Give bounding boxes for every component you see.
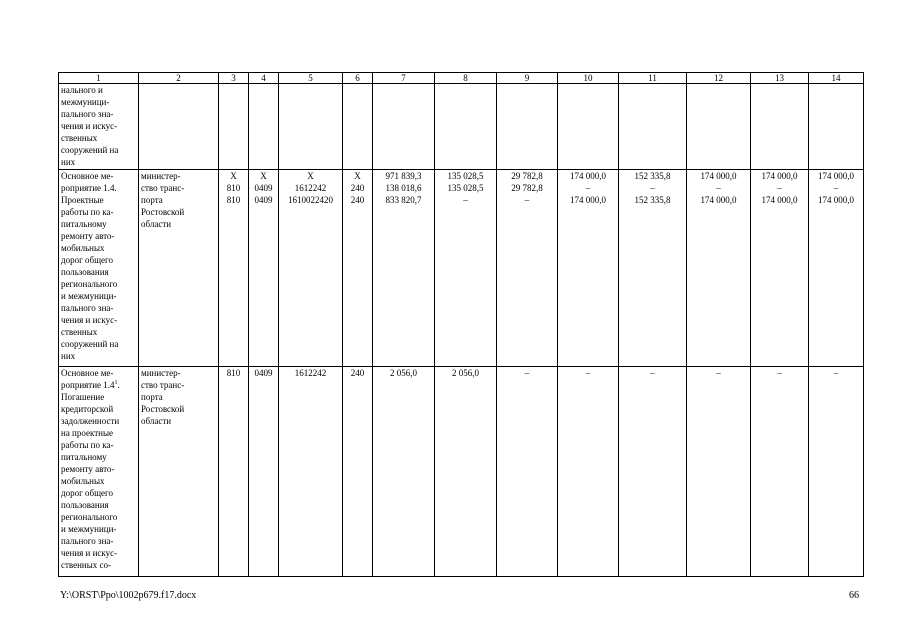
vr-cell: 240 (343, 367, 373, 577)
value-cell: – (751, 367, 809, 577)
empty-cell (809, 84, 864, 170)
header-cell: 7 (373, 73, 435, 84)
header-cell: 11 (619, 73, 687, 84)
header-cell: 4 (249, 73, 279, 84)
header-cell: 2 (139, 73, 219, 84)
executor-cell: министер- ство транс- порта Ростовской области (139, 170, 219, 367)
page-number: 66 (849, 590, 859, 601)
value-cell: 152 335,8 – 152 335,8 (619, 170, 687, 367)
header-cell: 6 (343, 73, 373, 84)
empty-cell (751, 84, 809, 170)
table-row-measure-1-4-1 (59, 367, 864, 577)
value-cell: 135 028,5 135 028,5 – (435, 170, 497, 367)
value-cell: – (687, 367, 751, 577)
measure-name-cell (59, 367, 139, 577)
value-cell: 29 782,8 29 782,8 – (497, 170, 558, 367)
row-name-cell: нального и межмуници- пального зна- чения и искус- ственных сооружений на них (59, 84, 139, 170)
rzpr-cell: 0409 (249, 367, 279, 577)
header-cell: 10 (558, 73, 619, 84)
empty-cell (558, 84, 619, 170)
value-cell: – (809, 367, 864, 577)
empty-cell (279, 84, 343, 170)
grbs-cell: X 810 810 (219, 170, 249, 367)
empty-cell (343, 84, 373, 170)
value-cell: 174 000,0 – 174 000,0 (809, 170, 864, 367)
value-cell: – (619, 367, 687, 577)
table-header-row (59, 73, 864, 84)
empty-cell (249, 84, 279, 170)
value-cell: 2 056,0 (435, 367, 497, 577)
value-cell: 174 000,0 – 174 000,0 (751, 170, 809, 367)
table-row-continuation (59, 84, 864, 170)
empty-cell (687, 84, 751, 170)
header-cell: 13 (751, 73, 809, 84)
value-cell: 971 839,3 138 018,6 833 820,7 (373, 170, 435, 367)
vr-cell: X 240 240 (343, 170, 373, 367)
rzpr-cell: X 0409 0409 (249, 170, 279, 367)
grbs-cell: 810 (219, 367, 249, 577)
value-cell: – (558, 367, 619, 577)
measure-name-part: . Погашение кредиторской задолженности на проектные работы по ка- питальному ремонту авто- мобильных дорог общего пользования регионального и межмуници- пального зна- чения и искус- ственных со- (61, 380, 120, 570)
header-cell: 5 (279, 73, 343, 84)
value-cell: – (497, 367, 558, 577)
header-cell: 1 (59, 73, 139, 84)
empty-cell (373, 84, 435, 170)
executor-cell: министер- ство транс- порта Ростовской области (139, 367, 219, 577)
value-cell: 2 056,0 (373, 367, 435, 577)
header-cell: 3 (219, 73, 249, 84)
header-cell: 9 (497, 73, 558, 84)
csr-cell: X 1612242 1610022420 (279, 170, 343, 367)
measure-name-cell: Основное ме- роприятие 1.4. Проектные работы по ка- питальному ремонту авто- мобильных дорог общего пользования регионального и межмуници- пального зна- чения и искус- ственных сооружений на них (59, 170, 139, 367)
empty-cell (497, 84, 558, 170)
empty-cell (139, 84, 219, 170)
value-cell: 174 000,0 – 174 000,0 (558, 170, 619, 367)
empty-cell (435, 84, 497, 170)
value-cell: 174 000,0 – 174 000,0 (687, 170, 751, 367)
empty-cell (619, 84, 687, 170)
budget-table (58, 72, 864, 577)
footnote-mark: 1 (114, 380, 118, 386)
header-cell: 12 (687, 73, 751, 84)
empty-cell (219, 84, 249, 170)
table-row-measure-1-4 (59, 170, 864, 367)
header-cell: 8 (435, 73, 497, 84)
footer-file-path: Y:\ORST\Ppo\1002p679.f17.docx (60, 590, 197, 601)
measure-name-part: Основное ме- роприятие 1.4 (61, 368, 115, 390)
header-cell: 14 (809, 73, 864, 84)
csr-cell: 1612242 (279, 367, 343, 577)
